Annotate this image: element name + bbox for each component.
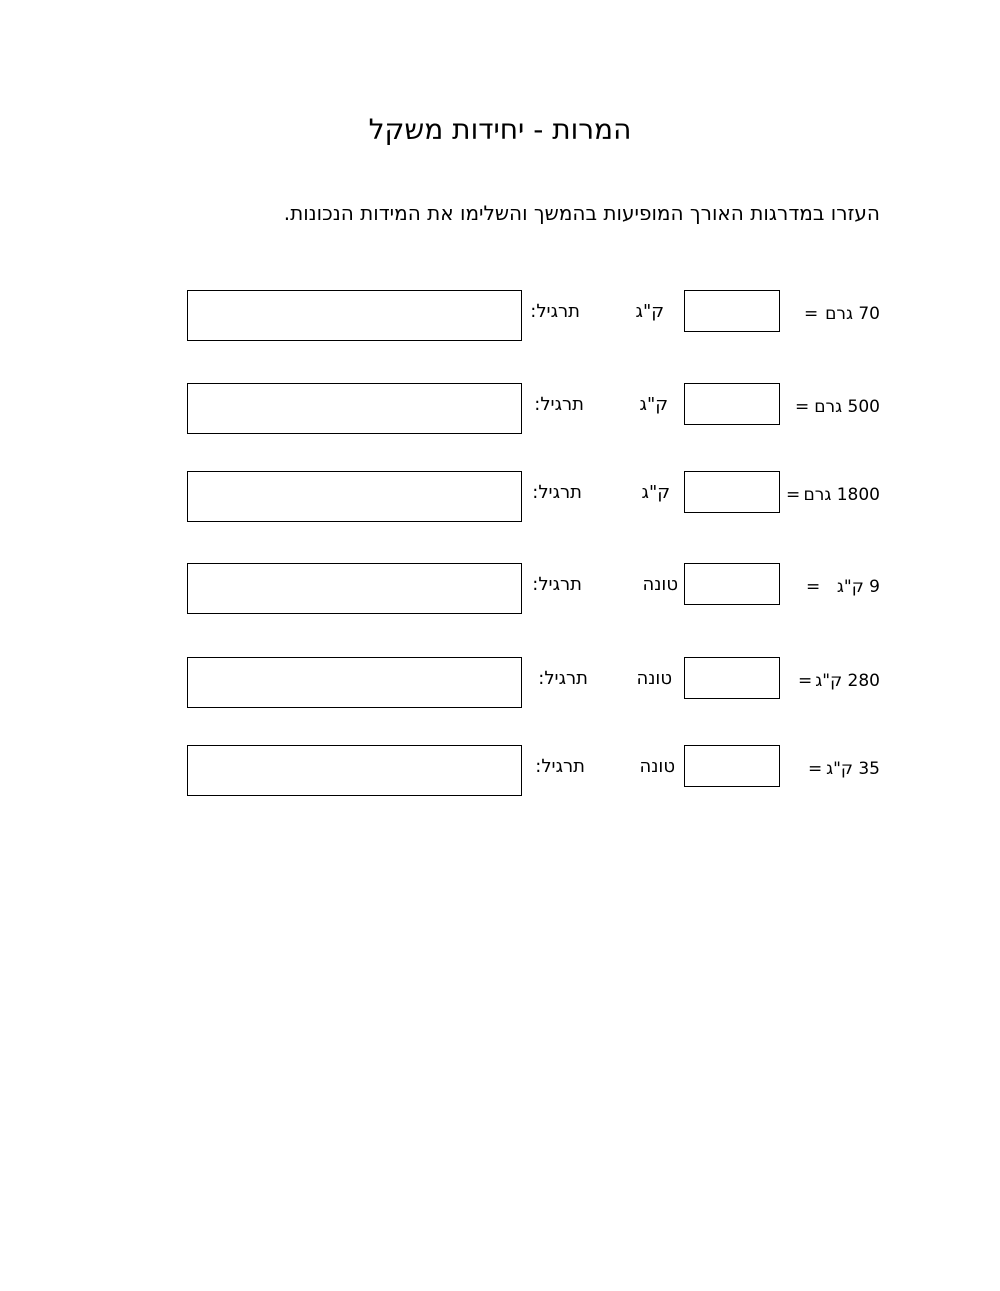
target-unit-label: ק"ג xyxy=(641,482,670,503)
answer-input-box[interactable] xyxy=(684,383,780,425)
conversion-row xyxy=(0,383,1000,435)
exercise-label: תרגיל: xyxy=(530,301,580,322)
equals-sign: = xyxy=(806,577,821,597)
answer-input-box[interactable] xyxy=(684,471,780,513)
answer-input-box[interactable] xyxy=(684,657,780,699)
exercise-label: תרגיל: xyxy=(535,756,585,777)
equals-sign: = xyxy=(804,304,819,324)
exercise-label: תרגיל: xyxy=(538,668,588,689)
quantity-label: 70 גרם xyxy=(825,304,880,324)
conversion-row xyxy=(0,745,1000,797)
quantity-label: 280 ק"ג xyxy=(815,671,880,691)
equals-sign: = xyxy=(786,485,801,505)
conversion-row xyxy=(0,290,1000,342)
conversion-row xyxy=(0,657,1000,709)
exercise-input-box[interactable] xyxy=(187,745,522,796)
conversion-row xyxy=(0,471,1000,523)
page-title: המרות - יחידות משקל xyxy=(368,113,632,146)
answer-input-box[interactable] xyxy=(684,290,780,332)
equals-sign: = xyxy=(795,397,810,417)
target-unit-label: טונה xyxy=(639,756,675,777)
answer-input-box[interactable] xyxy=(684,745,780,787)
instructions-text: העזרו במדרגות האורך המופיעות בהמשך והשלימו את המידות הנכונות. xyxy=(283,201,880,225)
quantity-label: 35 ק"ג xyxy=(826,759,880,779)
target-unit-label: ק"ג xyxy=(635,301,664,322)
target-unit-label: ק"ג xyxy=(639,394,668,415)
quantity-label: 500 גרם xyxy=(814,397,880,417)
target-unit-label: טונה xyxy=(642,574,678,595)
exercise-label: תרגיל: xyxy=(534,394,584,415)
equals-sign: = xyxy=(798,671,813,691)
quantity-label: 1800 גרם xyxy=(803,485,880,505)
target-unit-label: טונה xyxy=(636,668,672,689)
answer-input-box[interactable] xyxy=(684,563,780,605)
exercise-input-box[interactable] xyxy=(187,657,522,708)
exercise-input-box[interactable] xyxy=(187,563,522,614)
exercise-input-box[interactable] xyxy=(187,471,522,522)
exercise-input-box[interactable] xyxy=(187,383,522,434)
exercise-label: תרגיל: xyxy=(532,574,582,595)
exercise-input-box[interactable] xyxy=(187,290,522,341)
quantity-label: 9 ק"ג xyxy=(836,577,880,597)
conversion-row xyxy=(0,563,1000,615)
exercise-label: תרגיל: xyxy=(532,482,582,503)
equals-sign: = xyxy=(808,759,823,779)
